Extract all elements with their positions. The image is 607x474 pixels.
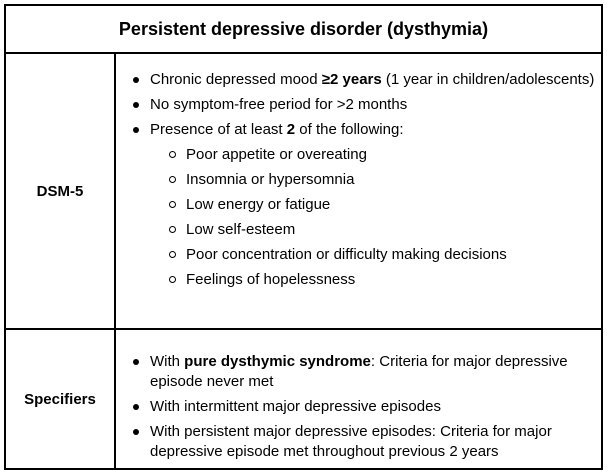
criteria-table bbox=[4, 4, 603, 470]
specifiers-list bbox=[130, 352, 595, 462]
sub-list-item: Insomnia or hypersomnia bbox=[130, 170, 595, 190]
list-item: With intermittent major depressive episodes bbox=[130, 397, 595, 417]
list-item: Chronic depressed mood ≥2 years (1 year in children/adolescents) bbox=[130, 70, 595, 90]
list-item: No symptom-free period for >2 months bbox=[130, 95, 595, 115]
sub-list-item: Poor concentration or difficulty making decisions bbox=[130, 245, 595, 265]
sub-list-item: Low energy or fatigue bbox=[130, 195, 595, 215]
table-title: Persistent depressive disorder (dysthymia) bbox=[6, 6, 601, 54]
sub-list-item: Low self-esteem bbox=[130, 220, 595, 240]
list-item: Presence of at least 2 of the following: bbox=[130, 120, 595, 140]
dsm-row bbox=[6, 54, 601, 330]
sub-list-item: Poor appetite or overeating bbox=[130, 145, 595, 165]
list-item: With persistent major depressive episodes: Criteria for major depressive episode met throughout previous 2 years bbox=[130, 422, 595, 462]
dsm-criteria bbox=[116, 54, 601, 328]
sub-list-item: Feelings of hopelessness bbox=[130, 270, 595, 290]
specifiers-list-cell bbox=[116, 330, 601, 468]
dsm-criteria-list bbox=[130, 70, 595, 290]
dsm-label: DSM-5 bbox=[6, 54, 116, 328]
specifiers-row bbox=[6, 330, 601, 468]
specifiers-label: Specifiers bbox=[6, 330, 116, 468]
list-item: With pure dysthymic syndrome: Criteria for major depressive episode never met bbox=[130, 352, 595, 392]
